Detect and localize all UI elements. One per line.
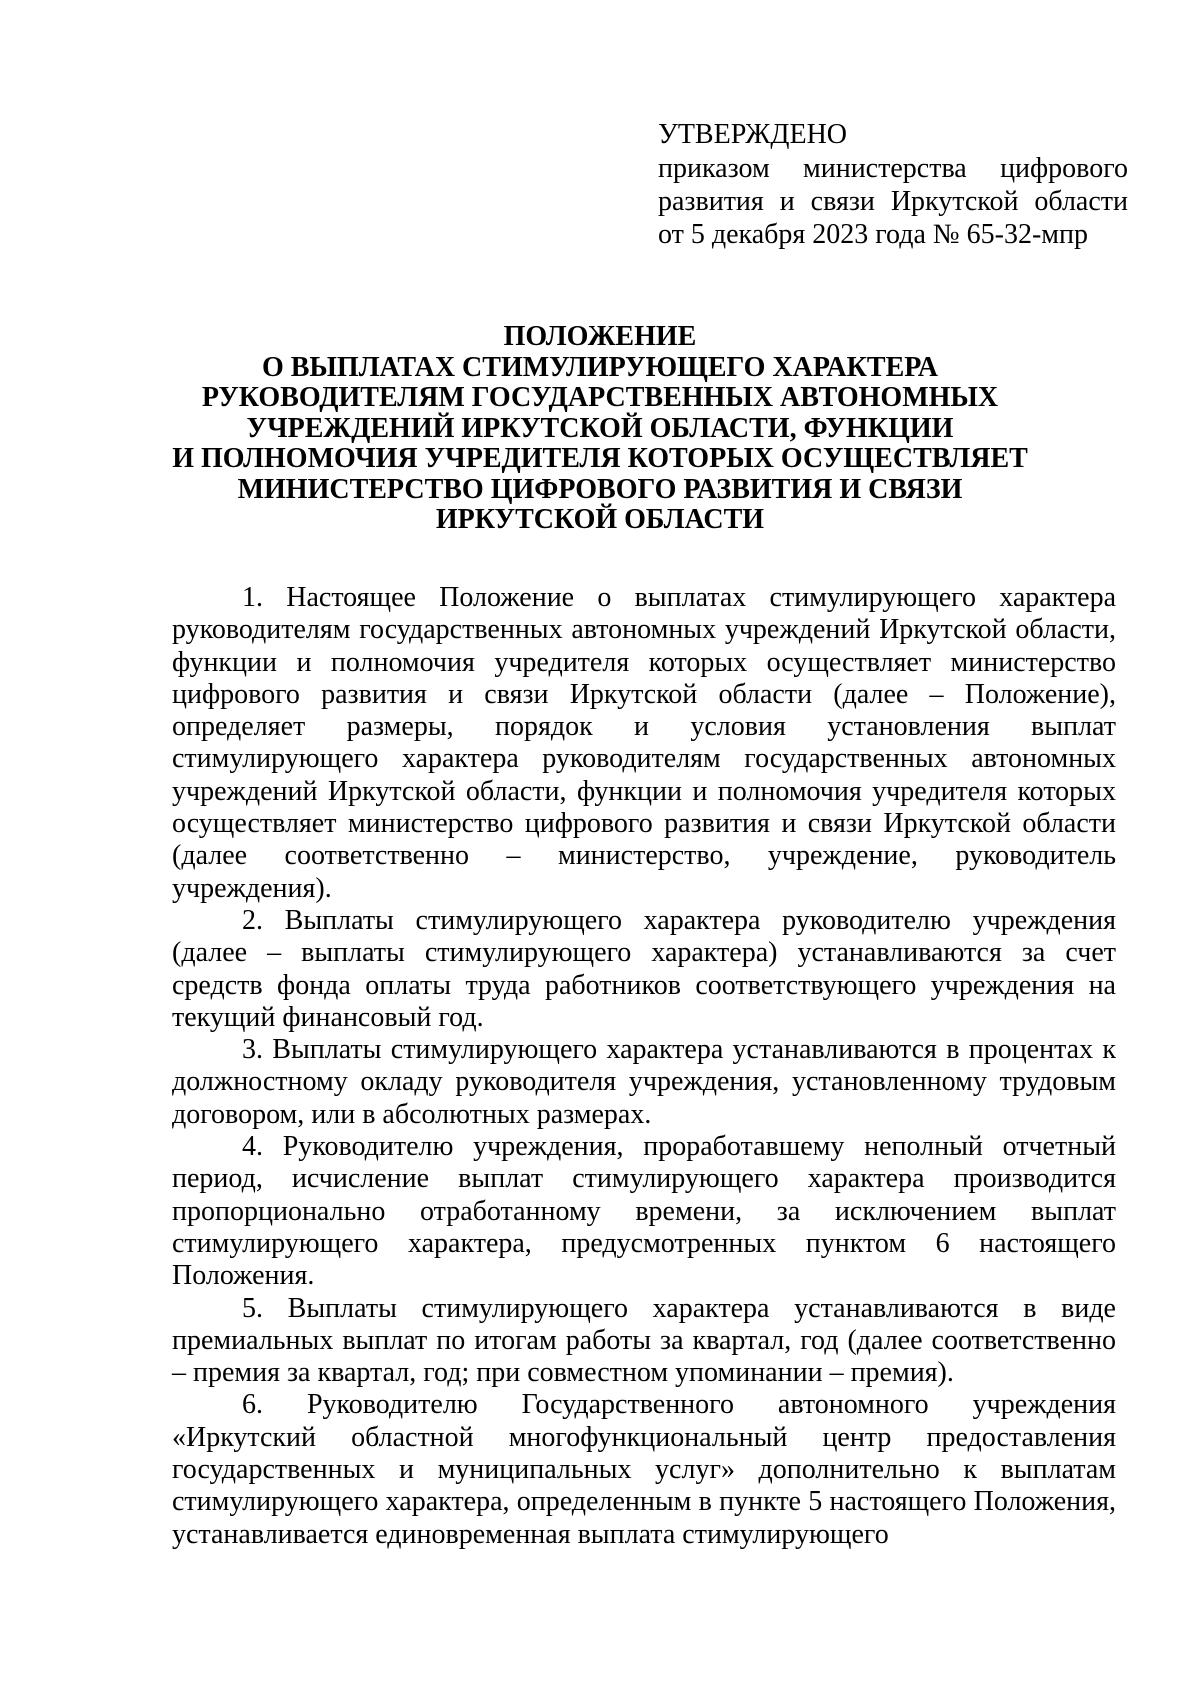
- title-line: ИРКУТСКОЙ ОБЛАСТИ: [435, 504, 765, 535]
- paragraph-6: 6. Руководителю Государственного автономного учреждения «Иркутский областной многофункциональный центр предоставления государственных и муниципальных услуг» дополнительно к выплатам стимулирующего характера, определенным в пункте 5 настоящего Положения, устанавливается единовременная выплата стимулирующего: [172, 1389, 1116, 1550]
- title-line: МИНИСТЕРСТВО ЦИФРОВОГО РАЗВИТИЯ И СВЯЗИ: [237, 473, 963, 505]
- document-title: [150, 322, 1050, 536]
- approval-line: приказом министерства цифрового: [658, 153, 1128, 184]
- title-line: О ВЫПЛАТАХ СТИМУЛИРУЮЩЕГО ХАРАКТЕРА: [261, 351, 939, 383]
- approval-line: от 5 декабря 2023 года № 65-32-мпр: [658, 219, 1088, 250]
- paragraph-1: 1. Настоящее Положение о выплатах стимулирующего характера руководителям государственных автономных учреждений Иркутской области, функции и полномочия учредителя которых осуществляет министерство цифрового развития и связи Иркутской области (далее – Положение), определяет размеры, порядок и условия установления выплат стимулирующего характера руководителям государственных автономных учреждений Иркутской области, функции и полномочия учредителя которых осуществляет министерство цифрового развития и связи Иркутской области (далее соответственно – министерство, учреждение, руководитель учреждения).: [172, 582, 1116, 904]
- approval-line: развития и связи Иркутской области: [658, 186, 1128, 217]
- approval-heading: УТВЕРЖДЕНО: [658, 119, 848, 150]
- paragraph-2: 2. Выплаты стимулирующего характера руководителю учреждения (далее – выплаты стимулирующего характера) устанавливаются за счет средств фонда оплаты труда работников соответствующего учреждения на текущий финансовый год.: [172, 904, 1116, 1033]
- title-line: УЧРЕЖДЕНИЙ ИРКУТСКОЙ ОБЛАСТИ, ФУНКЦИИ: [246, 412, 954, 444]
- paragraph-4: 4. Руководителю учреждения, проработавшему неполный отчетный период, исчисление выплат стимулирующего характера производится пропорционально отработанному времени, за исключением выплат стимулирующего характера, предусмотренных пунктом 6 настоящего Положения.: [172, 1131, 1116, 1292]
- title-line: И ПОЛНОМОЧИЯ УЧРЕДИТЕЛЯ КОТОРЫХ ОСУЩЕСТВЛЯЕТ: [172, 443, 1028, 474]
- title-line: ПОЛОЖЕНИЕ: [503, 321, 697, 352]
- document-body: [172, 582, 1116, 1551]
- paragraph-5: 5. Выплаты стимулирующего характера устанавливаются в виде премиальных выплат по итогам работы за квартал, год (далее соответственно – премия за квартал, год; при совместном упоминании – премия).: [172, 1292, 1116, 1389]
- title-line: РУКОВОДИТЕЛЯМ ГОСУДАРСТВЕННЫХ АВТОНОМНЫХ: [201, 382, 999, 413]
- approval-stamp: [658, 118, 1128, 251]
- paragraph-3: 3. Выплаты стимулирующего характера устанавливаются в процентах к должностному окладу руководителя учреждения, установленному трудовым договором, или в абсолютных размерах.: [172, 1034, 1116, 1130]
